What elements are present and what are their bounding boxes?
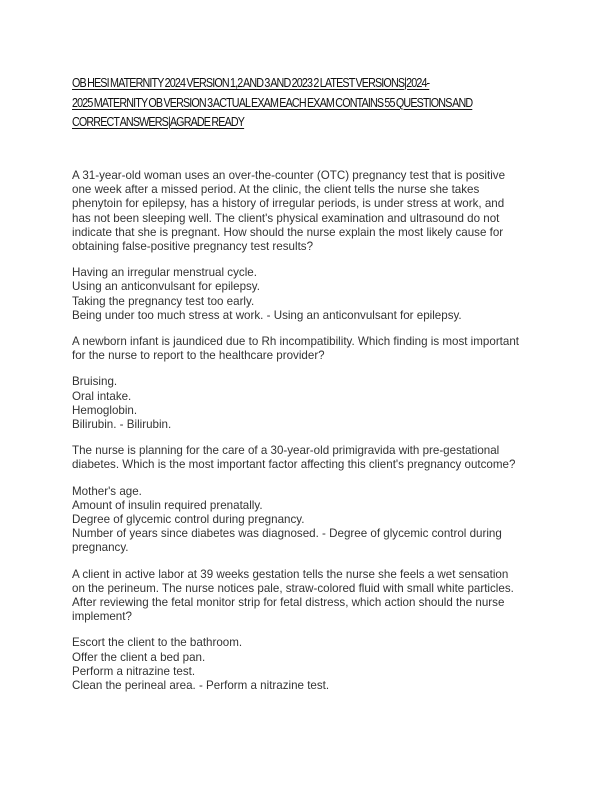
answer-option: Mother's age.	[72, 484, 142, 498]
stem-line: A newborn infant is jaundiced due to Rh incompatibility. Which finding is most important	[72, 335, 520, 349]
stem-line: A client in active labor at 39 weeks gestation tells the nurse she feels a wet sensation	[72, 567, 509, 581]
question-stem	[72, 444, 542, 472]
answer-options	[72, 266, 542, 323]
answer-option: Taking the pregnancy test too early.	[72, 294, 255, 308]
question-list	[72, 169, 542, 705]
answer-option: Being under too much stress at work. - Using an anticonvulsant for epilepsy.	[72, 308, 462, 322]
answer-option: Oral intake.	[72, 389, 132, 403]
answer-option: Number of years since diabetes was diagnosed. - Degree of glycemic control during	[72, 527, 502, 541]
answer-option: Using an anticonvulsant for epilepsy.	[72, 280, 260, 294]
answer-option: Hemoglobin.	[72, 403, 138, 417]
question-stem	[72, 568, 542, 625]
answer-options	[72, 375, 542, 432]
answer-option: Perform a nitrazine test.	[72, 664, 196, 678]
stem-line: has not been sleeping well. The client's physical examination and ultrasound do not	[72, 211, 500, 225]
answer-options	[72, 485, 542, 556]
answer-option: Bruising.	[72, 375, 118, 389]
answer-options	[72, 636, 542, 693]
title-line: OB HESI MATERNITY 2024 VERSION 1,2 AND 3 AND 2023 2 LATEST VERSIONS|2024-	[72, 76, 430, 90]
stem-line: A 31-year-old woman uses an over-the-counter (OTC) pregnancy test that is positive	[72, 169, 506, 182]
stem-line: obtaining false-positive pregnancy test results?	[72, 240, 314, 254]
answer-option: Offer the client a bed pan.	[72, 650, 206, 664]
answer-option: Bilirubin. - Bilirubin.	[72, 418, 172, 432]
answer-option: Clean the perineal area. - Perform a nitrazine test.	[72, 679, 330, 693]
document-title	[72, 74, 542, 133]
stem-line: phenytoin for epilepsy, has a history of irregular periods, is under stress at work, and	[72, 197, 505, 211]
stem-line: on the perineum. The nurse notices pale, straw-colored fluid with small white particles.	[72, 581, 514, 595]
stem-line: The nurse is planning for the care of a 30-year-old primigravida with pre-gestational	[72, 444, 500, 458]
answer-option: pregnancy.	[72, 541, 129, 555]
answer-option: Having an irregular menstrual cycle.	[72, 266, 257, 280]
title-line: 2025 MATERNITY OB VERSION 3 ACTUAL EXAM EACH EXAM CONTAINS 55 QUESTIONS AND	[72, 95, 473, 110]
answer-option: Degree of glycemic control during pregnancy.	[72, 513, 305, 527]
question-stem	[72, 169, 542, 254]
stem-line: diabetes. Which is the most important factor affecting this client's pregnancy outcome?	[72, 458, 516, 472]
question-stem	[72, 335, 542, 363]
stem-line: implement?	[72, 610, 132, 624]
stem-line: After reviewing the fetal monitor strip for fetal distress, which action should the nurse	[72, 596, 505, 610]
answer-option: Escort the client to the bathroom.	[72, 636, 243, 650]
title-line: CORRECT ANSWERS|AGRADE READY	[72, 115, 245, 129]
answer-option: Amount of insulin required prenatally.	[72, 498, 263, 512]
stem-line: one week after a missed period. At the clinic, the client tells the nurse she takes	[72, 183, 480, 197]
stem-line: for the nurse to report to the healthcare provider?	[72, 349, 325, 363]
stem-line: indicate that she is pregnant. How should the nurse explain the most likely cause for	[72, 225, 504, 239]
